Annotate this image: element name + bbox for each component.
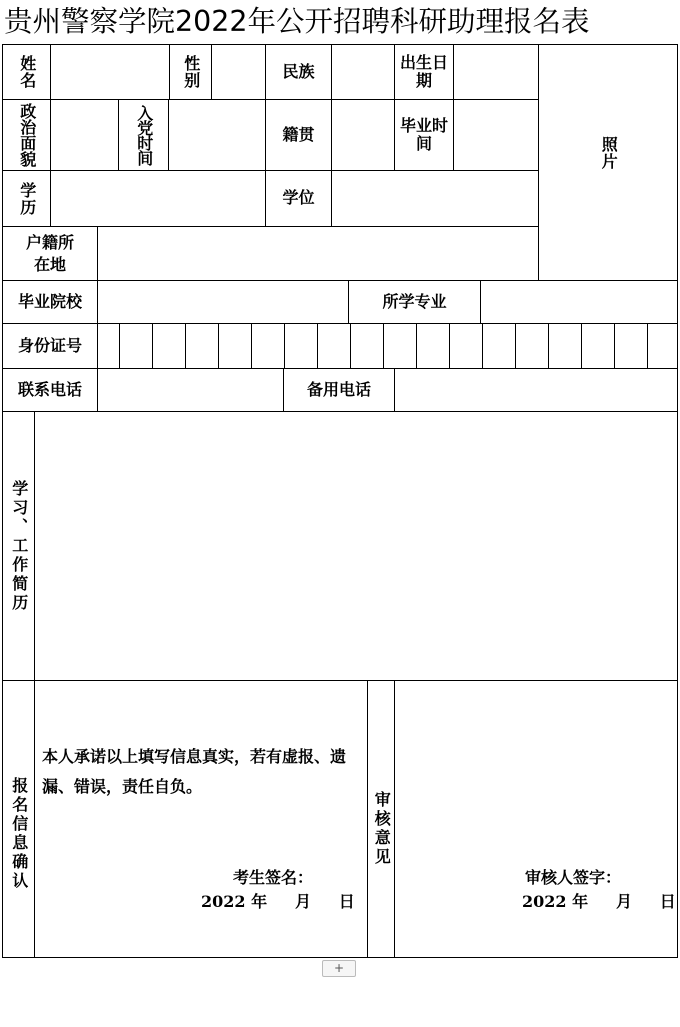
id-digit-box[interactable] [98, 324, 119, 368]
ethnicity-field[interactable] [332, 45, 394, 99]
id-digit-box[interactable] [318, 324, 350, 368]
education-label-text: 学历 [17, 181, 37, 216]
name-label [3, 45, 50, 99]
resume-label [3, 412, 34, 680]
id-digit-box[interactable] [615, 324, 647, 368]
gender-field[interactable] [212, 45, 265, 99]
party-join-time-field[interactable] [169, 100, 265, 170]
id-digit-box[interactable] [219, 324, 251, 368]
party-join-time-label [119, 100, 168, 170]
degree-field[interactable] [332, 171, 538, 226]
political-status-label-text: 政治面貌 [17, 103, 37, 167]
candidate-signature-label: 考生签名： [233, 868, 314, 887]
id-digit-box[interactable] [252, 324, 284, 368]
native-place-field[interactable] [332, 100, 394, 170]
form-title: 贵州警察学院2022年公开招聘科研助理报名表 [4, 5, 590, 38]
resume-label-text: 学习、工作简历 [9, 479, 29, 613]
id-digit-box[interactable] [417, 324, 449, 368]
id-digit-box[interactable] [483, 324, 515, 368]
id-digit-box[interactable] [285, 324, 317, 368]
id-digit-box[interactable] [450, 324, 482, 368]
resume-field[interactable] [35, 412, 677, 680]
reviewer-signature-label: 审核人签字： [525, 868, 622, 887]
graduation-time-field[interactable] [454, 100, 538, 170]
gender-label [170, 45, 211, 99]
photo-label: 照片 [599, 135, 619, 170]
id-digit-box[interactable] [351, 324, 383, 368]
id-digit-box[interactable] [549, 324, 581, 368]
graduated-school-label: 毕业院校 [17, 291, 82, 311]
review-label [368, 681, 394, 957]
major-field[interactable] [481, 281, 677, 323]
photo-box[interactable] [539, 45, 677, 280]
confirmation-label-text: 报名信息确认 [9, 777, 29, 891]
birth-date-label: 出生日期 [399, 52, 448, 90]
id-digit-box[interactable] [120, 324, 152, 368]
id-number-label: 身份证号 [17, 335, 82, 355]
phone-label: 联系电话 [17, 379, 82, 399]
review-label-text: 审核意见 [372, 791, 392, 867]
political-status-field[interactable] [51, 100, 118, 170]
gender-label-text: 性别 [181, 55, 201, 89]
household-location-label: 户籍所在地 [25, 232, 74, 274]
education-field[interactable] [51, 171, 265, 226]
id-digit-box[interactable] [516, 324, 548, 368]
id-digit-box[interactable] [582, 324, 614, 368]
candidate-signature-date: 2022 年 月 日 [201, 892, 355, 911]
birth-date-field[interactable] [454, 45, 538, 99]
major-label: 所学专业 [382, 291, 447, 311]
native-place-label: 籍贯 [282, 124, 315, 144]
backup-phone-label: 备用电话 [306, 379, 371, 399]
id-digit-box[interactable] [648, 324, 677, 368]
household-location-field[interactable] [98, 227, 538, 280]
backup-phone-field[interactable] [395, 369, 677, 411]
education-label [3, 171, 50, 226]
graduated-school-field[interactable] [98, 281, 348, 323]
pledge-statement: 本人承诺以上填写信息真实，若有虚报、遗漏、错误，责任自负。 [42, 747, 347, 796]
name-label-text: 姓名 [17, 55, 37, 89]
political-status-label [3, 100, 50, 170]
phone-field[interactable] [98, 369, 283, 411]
id-digit-box[interactable] [384, 324, 416, 368]
id-digit-box[interactable] [153, 324, 185, 368]
degree-label: 学位 [282, 188, 315, 208]
id-digit-box[interactable] [186, 324, 218, 368]
reviewer-signature-date: 2022 年 月 日 [522, 892, 676, 911]
graduation-time-label: 毕业时间 [399, 115, 448, 153]
name-field[interactable] [51, 45, 169, 99]
review-field[interactable] [395, 681, 677, 851]
confirmation-label [3, 681, 34, 957]
party-join-time-label-text: 入党时间 [134, 105, 154, 165]
ethnicity-label: 民族 [282, 61, 315, 81]
add-row-button[interactable]: + [322, 960, 356, 977]
